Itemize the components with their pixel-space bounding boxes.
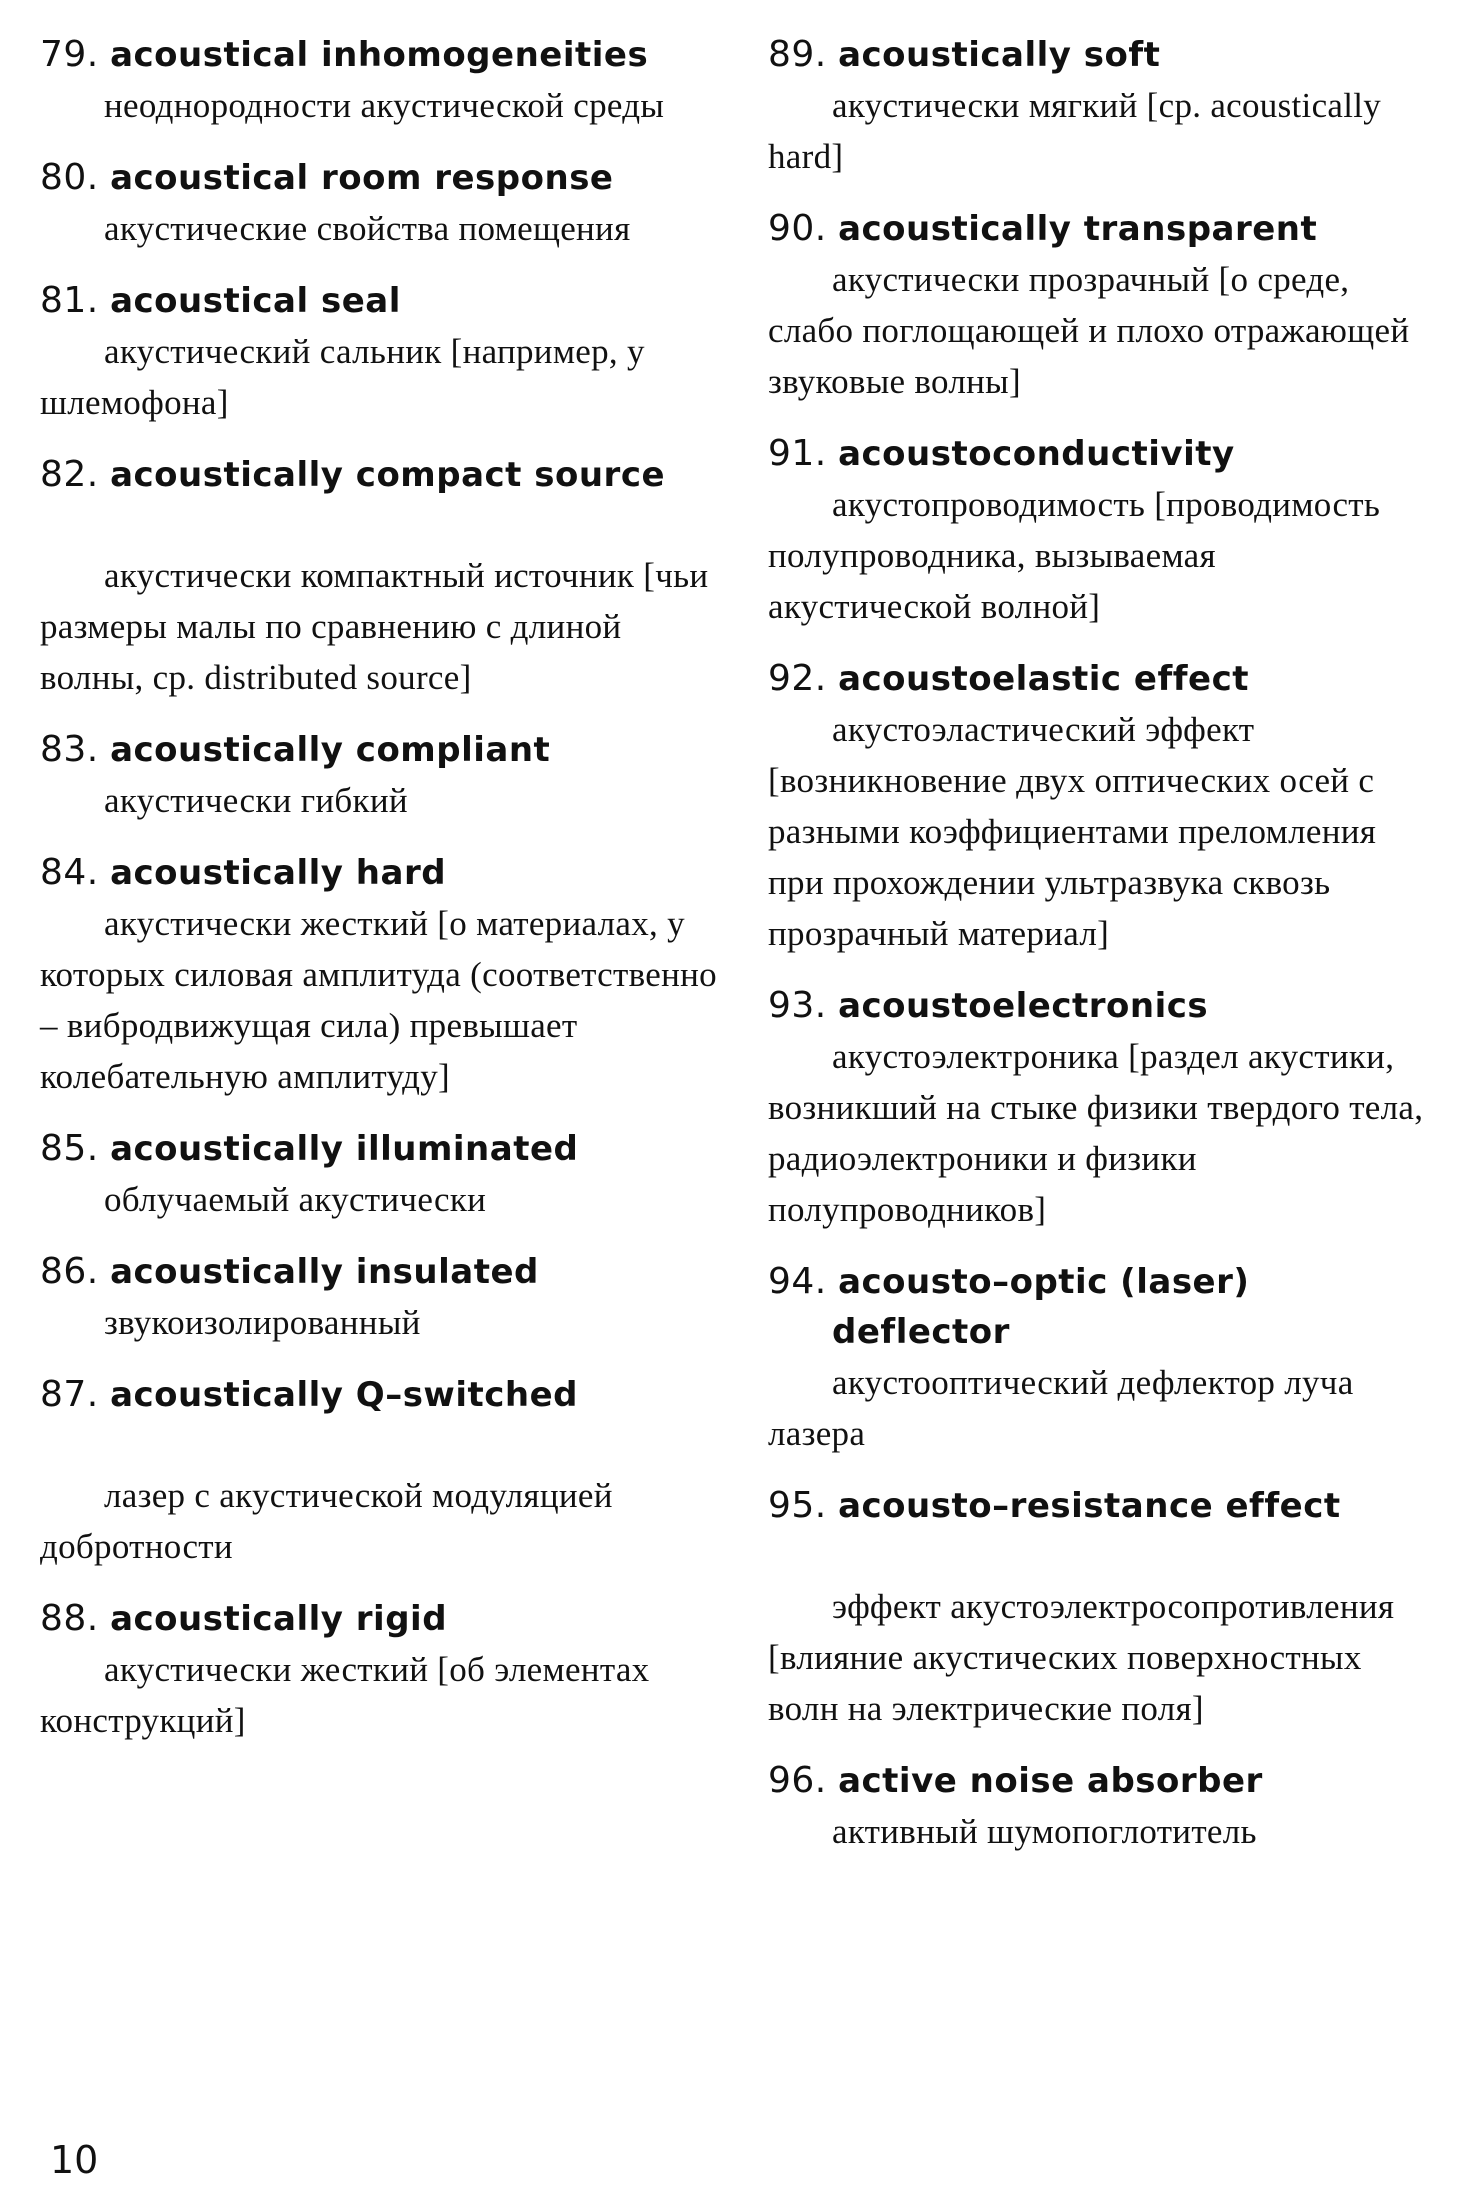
entry-translation: акустоэлектроника [раздел акустики, возникший на стыке физики твердого тела, радиоэлектроники и физики полупроводников] (768, 1037, 1424, 1229)
entry-term: acoustically transparent (838, 209, 1318, 249)
entry-translation: облучаемый акустически (104, 1180, 487, 1219)
entry-number: 84. (40, 852, 99, 893)
entry-89 (768, 30, 1428, 182)
entry-term: acoustical seal (110, 281, 401, 321)
entry-80 (40, 153, 720, 254)
entry-number: 96. (768, 1760, 827, 1801)
entry-term: acoustically hard (110, 853, 447, 893)
entry-term: acoustically soft (838, 35, 1161, 75)
entry-number: 89. (768, 34, 827, 75)
entry-number: 92. (768, 658, 827, 699)
entry-term: acoustical room response (110, 158, 614, 198)
entry-translation: акустически компактный источник [чьи размеры малы по сравнению с длиной волны, ср. distributed source] (40, 556, 709, 697)
entry-translation: активный шумопоглотитель (832, 1812, 1257, 1851)
entry-number: 90. (768, 208, 827, 249)
entry-number: 94. (768, 1261, 827, 1302)
entry-number: 79. (40, 34, 99, 75)
entry-82 (40, 450, 720, 703)
entry-term: acousto–resistance effect (838, 1486, 1341, 1526)
page-number: 10 (50, 2138, 99, 2182)
entry-91 (768, 429, 1428, 632)
entry-95 (768, 1481, 1428, 1734)
entry-90 (768, 204, 1428, 407)
entry-term: acousto–optic (laser) (838, 1262, 1250, 1302)
entry-translation: акустически гибкий (104, 781, 408, 820)
entry-96 (768, 1756, 1428, 1857)
entry-number: 85. (40, 1128, 99, 1169)
entry-81 (40, 276, 720, 428)
entry-number: 87. (40, 1374, 99, 1415)
entry-term: acoustically compact source (110, 455, 666, 495)
entry-term: acoustically Q–switched (110, 1375, 579, 1415)
entry-translation: акустооптический дефлектор луча лазера (768, 1363, 1354, 1453)
entry-term: acoustoconductivity (838, 434, 1235, 474)
entry-86 (40, 1247, 720, 1348)
entry-87 (40, 1370, 720, 1572)
right-column (768, 30, 1428, 1879)
entry-number: 81. (40, 280, 99, 321)
left-column (40, 30, 720, 1768)
entry-term: acoustically insulated (110, 1252, 539, 1292)
entry-translation: акустически жесткий [об элементах конструкций] (40, 1650, 650, 1740)
entry-translation: акустически мягкий [ср. acoustically hard] (768, 86, 1382, 176)
entry-92 (768, 654, 1428, 959)
entry-translation: акустические свойства помещения (104, 209, 631, 248)
entry-94 (768, 1257, 1428, 1459)
entry-translation: акустически жесткий [о материалах, у которых силовая амплитуда (соответственно – вибродвижущая сила) превышает колебательную амплитуду] (40, 904, 717, 1096)
entry-number: 88. (40, 1598, 99, 1639)
entry-term: acoustically compliant (110, 730, 551, 770)
entry-translation: акустически прозрачный [о среде, слабо поглощающей и плохо отражающей звуковые волны] (768, 260, 1410, 401)
entry-number: 83. (40, 729, 99, 770)
entry-number: 91. (768, 433, 827, 474)
entry-term: acoustoelastic effect (838, 659, 1249, 699)
entry-number: 80. (40, 157, 99, 198)
entry-number: 95. (768, 1485, 827, 1526)
entry-79 (40, 30, 720, 131)
entry-term: acoustically illuminated (110, 1129, 579, 1169)
entry-term: acoustical inhomogeneities (110, 35, 649, 75)
entry-translation: акустопроводимость [проводимость полупроводника, вызываемая акустической волной] (768, 485, 1381, 626)
entry-translation: эффект акустоэлектросопротивления [влияние акустических поверхностных волн на электрические поля] (768, 1587, 1395, 1728)
entry-term: acoustoelectronics (838, 986, 1209, 1026)
entry-85 (40, 1124, 720, 1225)
entry-number: 93. (768, 985, 827, 1026)
entry-number: 82. (40, 454, 99, 495)
entry-number: 86. (40, 1251, 99, 1292)
entry-translation: лазер с акустической модуляцией добротности (40, 1476, 613, 1566)
entry-translation: звукоизолированный (104, 1303, 421, 1342)
entry-93 (768, 981, 1428, 1235)
entry-translation: акустоэластический эффект [возникновение двух оптических осей с разными коэффициентами преломления при прохождении ультразвука сквозь прозрачный материал] (768, 710, 1377, 953)
entry-translation: акустический сальник [например, у шлемофона] (40, 332, 645, 422)
entry-term: acoustically rigid (110, 1599, 448, 1639)
entry-translation: неоднородности акустической среды (104, 86, 665, 125)
entry-83 (40, 725, 720, 826)
entry-term-continuation: deflector (832, 1312, 1010, 1352)
entry-term: active noise absorber (838, 1761, 1263, 1801)
entry-84 (40, 848, 720, 1102)
entry-88 (40, 1594, 720, 1746)
